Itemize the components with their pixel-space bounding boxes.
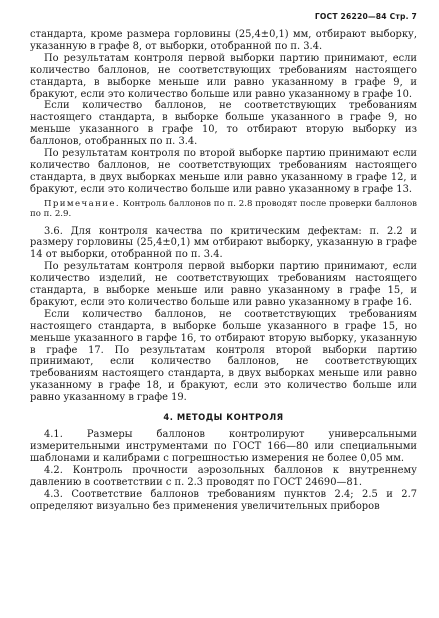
paragraph: 4.2. Контроль прочности аэрозольных баллонов к внутреннему давлению в соответствии с п. 2.3 проводят по ГОСТ 24690—81. [30, 464, 417, 488]
running-head: ГОСТ 26220—84 Стр. 7 [314, 12, 417, 21]
paragraph: 4.3. Соответствие баллонов требованиям пунктов 2.4; 2.5 и 2.7 определяют визуально без применения увеличительных приборов [30, 488, 417, 512]
paragraph: По результатам контроля по второй выборке партию принимают если количество баллонов, не соответствующих требованиям настоящего стандарта, в двух выборках меньше или равно указанному в графе 12, и бракуют, если это количество больше или равно указанному в графе 13. [30, 148, 417, 195]
paragraph: 4.1. Размеры баллонов контролируют универсальными измерительными инструментами по ГОСТ 166—80 или специальными шаблонами и калибрами с погрешностью измерения не более 0,05 мм. [30, 429, 417, 464]
paragraph: 3.6. Для контроля качества по критическим дефектам: п. 2.2 и размеру горловины (25,4±0,1) мм отбирают выборку, указанную в графе 14 от выборки, отобранной по п. 3.4. [30, 225, 417, 261]
section-title: 4. МЕТОДЫ КОНТРОЛЯ [163, 412, 284, 423]
paragraph: Если количество баллонов, не соответствующих требованиям настоящего стандарта, в выборке больше указанного в графе 15, но меньше указанного в гарфе 16, то отбирают вторую выборку, указанную в графе 17. По результатам контроля второй выборки партию принимают, если количество баллонов, не соответствующих требованиям настоящего стандарта, в двух выборках меньше или равно указанному в графе 18, и бракуют, если это количество больше или равно указанному в графе 19. [30, 308, 417, 404]
note-label: Примечание. [44, 198, 120, 209]
note-text: Контроль баллонов по п. 2.8 проводят после проверки баллонов по п. 2.9. [30, 198, 417, 220]
paragraph: По результатам контроля первой выборки партию принимают, если количество изделий, не соответствующих требованиям настоящего стандарта, в выборке меньше или равно указанному в графе 15, и бракуют, если это количество больше или равно указанному в графе 16. [30, 261, 417, 308]
paragraph: По результатам контроля первой выборки партию принимают, если количество баллонов, не соответствующих требованиям настоящего стандарта, в выборке меньше или равно указанному в графе 9, и бракуют, если это количество больше или равно указанному в графе 10. [30, 52, 417, 100]
note [30, 199, 417, 220]
paragraph: Если количество баллонов, не соответствующих требованиям настоящего стандарта, в выборке больше указанного в графе 9, но меньше указанного в графе 10, то отбирают вторую выборку из баллонов, отобранных по п. 3.4. [30, 100, 417, 148]
paragraph: стандарта, кроме размера горловины (25,4±0,1) мм, отбирают выборку, указанную в графе 8, от выборки, отобранной по п. 3.4. [30, 29, 417, 52]
document-page [30, 12, 417, 512]
